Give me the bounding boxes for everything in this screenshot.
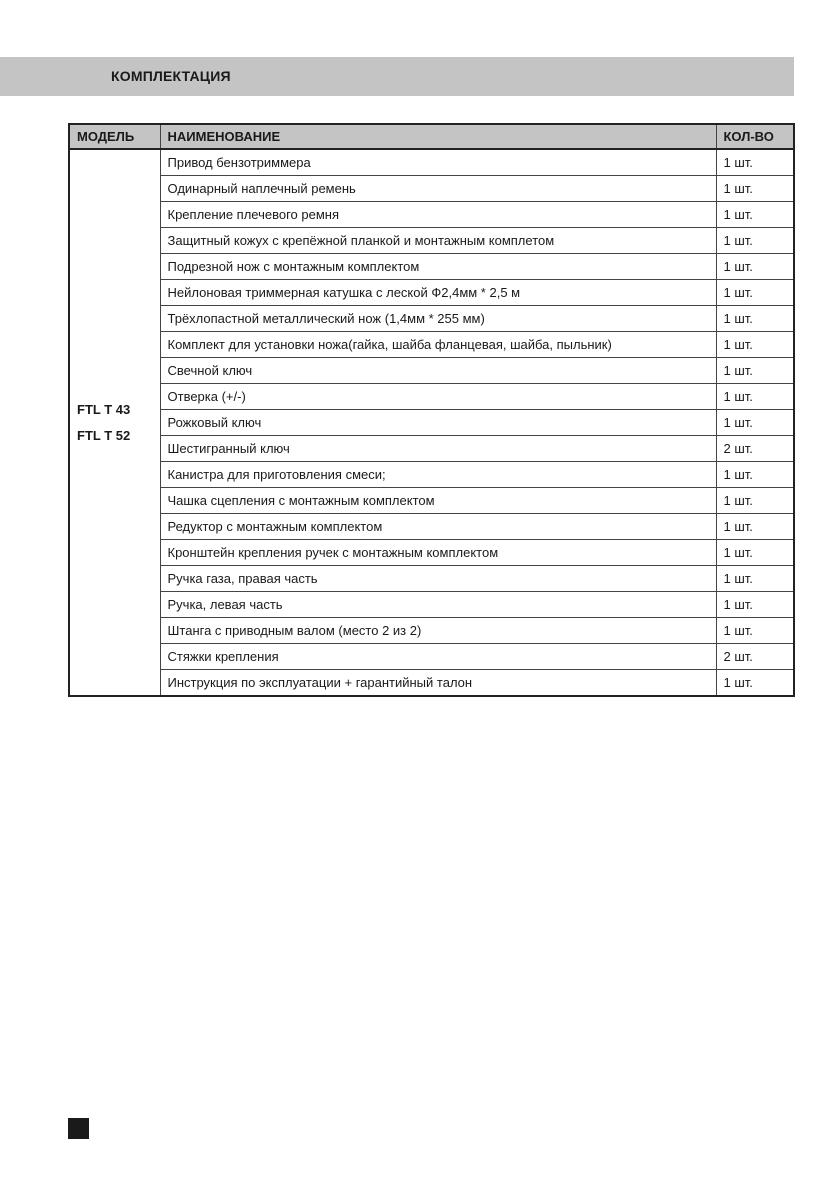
item-qty: 1 шт.: [716, 410, 794, 436]
table-body: [69, 149, 794, 696]
item-qty: 1 шт.: [716, 202, 794, 228]
model-cell: [69, 149, 160, 696]
item-name: Кронштейн крепления ручек с монтажным комплектом: [160, 540, 716, 566]
item-name: Канистра для приготовления смеси;: [160, 462, 716, 488]
table-row: [69, 149, 794, 176]
table-row: [69, 280, 794, 306]
header-qty: КОЛ-ВО: [716, 124, 794, 149]
table-row: [69, 254, 794, 280]
table-row: [69, 228, 794, 254]
model-name: FTL T 52: [77, 427, 131, 443]
table-row: [69, 410, 794, 436]
item-qty: 1 шт.: [716, 566, 794, 592]
item-qty: 1 шт.: [716, 670, 794, 697]
item-name: Штанга с приводным валом (место 2 из 2): [160, 618, 716, 644]
equipment-table: [68, 123, 795, 697]
item-qty: 1 шт.: [716, 176, 794, 202]
item-qty: 1 шт.: [716, 540, 794, 566]
item-qty: 1 шт.: [716, 514, 794, 540]
item-name: Инструкция по эксплуатации + гарантийный талон: [160, 670, 716, 697]
table-row: [69, 618, 794, 644]
header-name: НАИМЕНОВАНИЕ: [160, 124, 716, 149]
item-qty: 1 шт.: [716, 332, 794, 358]
model-name: FTL T 43: [77, 401, 131, 417]
item-name: Ручка газа, правая часть: [160, 566, 716, 592]
item-qty: 1 шт.: [716, 618, 794, 644]
item-name: Свечной ключ: [160, 358, 716, 384]
table-row: [69, 202, 794, 228]
item-qty: 2 шт.: [716, 644, 794, 670]
item-name: Трёхлопастной металлический нож (1,4мм * 255 мм): [160, 306, 716, 332]
page-marker: [68, 1118, 89, 1139]
item-name: Ручка, левая часть: [160, 592, 716, 618]
item-qty: 1 шт.: [716, 488, 794, 514]
item-qty: 1 шт.: [716, 358, 794, 384]
section-title: КОМПЛЕКТАЦИЯ: [111, 68, 231, 84]
header-model: МОДЕЛЬ: [69, 124, 160, 149]
item-name: Стяжки крепления: [160, 644, 716, 670]
item-name: Комплект для установки ножа(гайка, шайба фланцевая, шайба, пыльник): [160, 332, 716, 358]
table-row: [69, 670, 794, 697]
item-qty: 1 шт.: [716, 306, 794, 332]
table-row: [69, 644, 794, 670]
item-name: Крепление плечевого ремня: [160, 202, 716, 228]
table-row: [69, 176, 794, 202]
item-qty: 2 шт.: [716, 436, 794, 462]
table-row: [69, 358, 794, 384]
table-row: [69, 566, 794, 592]
item-qty: 1 шт.: [716, 254, 794, 280]
item-qty: 1 шт.: [716, 462, 794, 488]
item-name: Подрезной нож с монтажным комплектом: [160, 254, 716, 280]
item-name: Защитный кожух с крепёжной планкой и монтажным комплетом: [160, 228, 716, 254]
table-row: [69, 488, 794, 514]
item-name: Отверка (+/-): [160, 384, 716, 410]
table-row: [69, 384, 794, 410]
table-row: [69, 514, 794, 540]
item-qty: 1 шт.: [716, 592, 794, 618]
table-row: [69, 436, 794, 462]
section-header-band: [0, 57, 794, 96]
item-qty: 1 шт.: [716, 384, 794, 410]
item-name: Привод бензотриммера: [160, 149, 716, 176]
item-name: Рожковый ключ: [160, 410, 716, 436]
item-name: Шестигранный ключ: [160, 436, 716, 462]
item-name: Нейлоновая триммерная катушка с леской Ф2,4мм * 2,5 м: [160, 280, 716, 306]
table-row: [69, 540, 794, 566]
item-name: Одинарный наплечный ремень: [160, 176, 716, 202]
item-qty: 1 шт.: [716, 149, 794, 176]
table-row: [69, 332, 794, 358]
table-row: [69, 462, 794, 488]
table-row: [69, 306, 794, 332]
item-name: Редуктор с монтажным комплектом: [160, 514, 716, 540]
item-qty: 1 шт.: [716, 228, 794, 254]
item-name: Чашка сцепления с монтажным комплектом: [160, 488, 716, 514]
item-qty: 1 шт.: [716, 280, 794, 306]
table-header-row: [69, 124, 794, 149]
table-row: [69, 592, 794, 618]
